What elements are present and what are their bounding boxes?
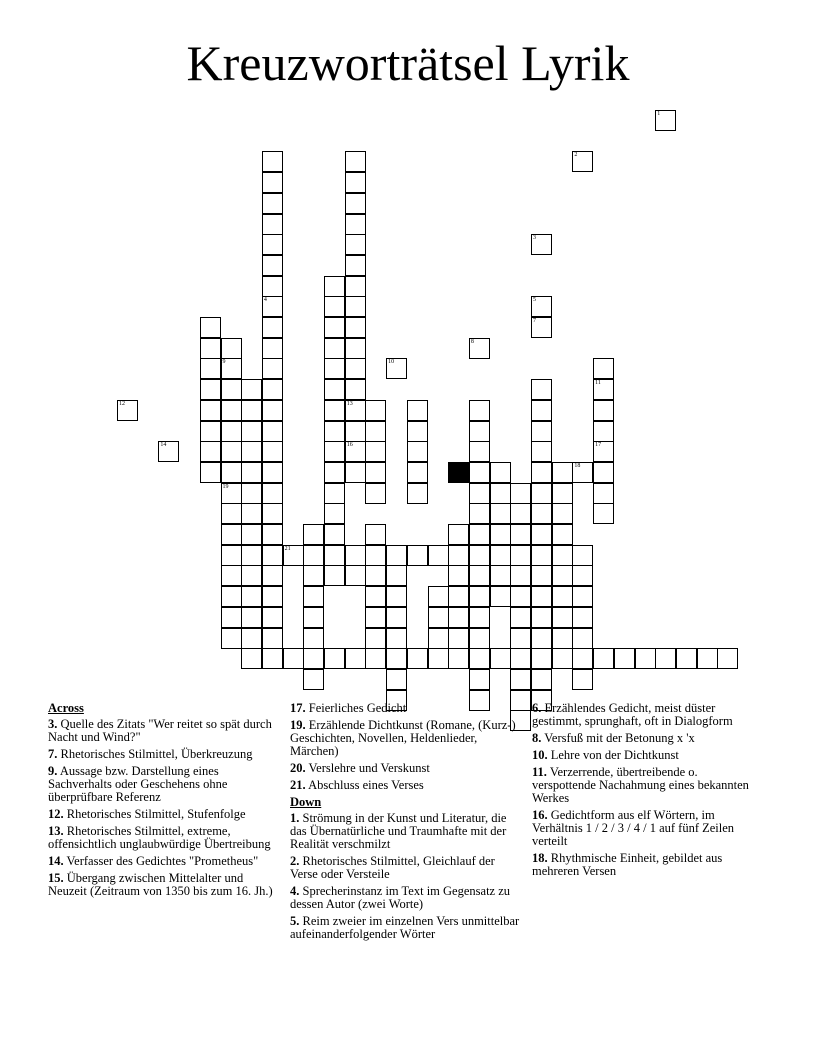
grid-cell[interactable] bbox=[407, 648, 428, 669]
grid-cell[interactable] bbox=[241, 400, 262, 421]
grid-cell[interactable] bbox=[262, 379, 283, 400]
grid-cell[interactable] bbox=[221, 607, 242, 628]
grid-cell[interactable] bbox=[469, 648, 490, 669]
clue-down-4: 4. Sprecherinstanz im Text im Gegensatz zu dessen Autor (zwei Worte) bbox=[290, 884, 511, 911]
clue-down-8: 8. Versfuß mit der Betonung x 'x bbox=[532, 731, 695, 745]
grid-cell[interactable] bbox=[241, 628, 262, 649]
grid-cell[interactable] bbox=[572, 607, 593, 628]
grid-cell[interactable] bbox=[531, 545, 552, 566]
grid-cell[interactable] bbox=[221, 441, 242, 462]
grid-cell[interactable] bbox=[221, 545, 242, 566]
grid-cell[interactable] bbox=[262, 483, 283, 504]
grid-cell[interactable] bbox=[365, 441, 386, 462]
grid-cell[interactable] bbox=[697, 648, 718, 669]
grid-cell[interactable] bbox=[262, 296, 283, 317]
grid-cell[interactable] bbox=[552, 462, 573, 483]
grid-cell[interactable] bbox=[262, 628, 283, 649]
grid-cell[interactable] bbox=[262, 172, 283, 193]
clue-across-13: 13. Rhetorisches Stilmittel, extreme, offensichtlich unglaubwürdige Übertreibung bbox=[48, 824, 271, 851]
grid-cell[interactable] bbox=[490, 586, 511, 607]
clue-down-1: 1. Strömung in der Kunst und Literatur, die das Übernatürliche und Traumhafte mit der Realität verschmilzt bbox=[290, 811, 507, 851]
grid-cell[interactable] bbox=[552, 607, 573, 628]
grid-cell[interactable] bbox=[365, 648, 386, 669]
grid-cell[interactable] bbox=[386, 545, 407, 566]
grid-cell[interactable] bbox=[365, 565, 386, 586]
grid-cell[interactable] bbox=[262, 565, 283, 586]
grid-cell[interactable] bbox=[303, 628, 324, 649]
clue-number: 10 bbox=[388, 359, 395, 366]
grid-cell[interactable] bbox=[635, 648, 656, 669]
grid-cell[interactable] bbox=[655, 110, 676, 131]
grid-cell[interactable] bbox=[345, 565, 366, 586]
clue-across-19: 19. Erzählende Dichtkunst (Romane, (Kurz-) Geschichten, Novellen, Heldenlieder, Märchen) bbox=[290, 718, 516, 758]
grid-cell[interactable] bbox=[552, 483, 573, 504]
grid-cell[interactable] bbox=[241, 524, 262, 545]
grid-cell[interactable] bbox=[386, 565, 407, 586]
clue-number: 3 bbox=[533, 235, 536, 242]
grid-cell[interactable] bbox=[324, 524, 345, 545]
grid-cell[interactable] bbox=[469, 421, 490, 442]
grid-cell[interactable] bbox=[593, 503, 614, 524]
grid-cell[interactable] bbox=[510, 586, 531, 607]
grid-cell[interactable] bbox=[262, 234, 283, 255]
grid-cell[interactable] bbox=[262, 276, 283, 297]
grid-cell[interactable] bbox=[510, 669, 531, 690]
grid-cell[interactable] bbox=[531, 648, 552, 669]
grid-cell[interactable] bbox=[572, 648, 593, 669]
grid-cell[interactable] bbox=[407, 545, 428, 566]
grid-cell[interactable] bbox=[572, 586, 593, 607]
grid-cell[interactable] bbox=[221, 628, 242, 649]
grid-cell[interactable] bbox=[262, 503, 283, 524]
grid-cell[interactable] bbox=[490, 545, 511, 566]
grid-cell[interactable] bbox=[510, 524, 531, 545]
clue-number: 8 bbox=[470, 338, 474, 345]
grid-cell[interactable] bbox=[221, 400, 242, 421]
grid-cell[interactable] bbox=[221, 565, 242, 586]
grid-cell[interactable] bbox=[241, 586, 262, 607]
grid-cell[interactable] bbox=[572, 669, 593, 690]
grid-cell[interactable] bbox=[345, 379, 366, 400]
grid-cell[interactable] bbox=[324, 503, 345, 524]
grid-cell[interactable] bbox=[428, 628, 449, 649]
grid-cell[interactable] bbox=[345, 193, 366, 214]
clue-number: 13 bbox=[346, 400, 353, 407]
grid-cell[interactable] bbox=[158, 441, 179, 462]
grid-cell[interactable] bbox=[469, 338, 490, 359]
grid-cell[interactable] bbox=[262, 421, 283, 442]
clue-across-9: 9. Aussage bzw. Darstellung eines Sachverhalts oder Geschehens ohne überprüfbare Referenz bbox=[48, 764, 228, 804]
grid-cell[interactable] bbox=[552, 524, 573, 545]
grid-cell[interactable] bbox=[241, 565, 262, 586]
grid-cell[interactable] bbox=[345, 421, 366, 442]
clue-across-3: 3. Quelle des Zitats "Wer reitet so spät durch Nacht und Wind?" bbox=[48, 717, 272, 744]
grid-cell[interactable] bbox=[469, 400, 490, 421]
grid-cell[interactable] bbox=[324, 276, 345, 297]
grid-cell[interactable] bbox=[490, 503, 511, 524]
clue-across-12: 12. Rhetorisches Stilmittel, Stufenfolge bbox=[48, 807, 246, 821]
grid-cell[interactable] bbox=[510, 628, 531, 649]
grid-cell[interactable] bbox=[200, 421, 221, 442]
clue-across-17: 17. Feierliches Gedicht bbox=[290, 701, 407, 715]
grid-cell[interactable] bbox=[241, 462, 262, 483]
grid-cell[interactable] bbox=[262, 462, 283, 483]
grid-cell[interactable] bbox=[531, 483, 552, 504]
grid-cell[interactable] bbox=[552, 648, 573, 669]
grid-cell[interactable] bbox=[531, 296, 552, 317]
grid-cell[interactable] bbox=[407, 441, 428, 462]
down-heading: Down bbox=[290, 795, 322, 809]
grid-cell[interactable] bbox=[593, 400, 614, 421]
grid-cell[interactable] bbox=[345, 338, 366, 359]
grid-cell[interactable] bbox=[324, 545, 345, 566]
grid-cell[interactable] bbox=[221, 483, 242, 504]
grid-cell[interactable] bbox=[262, 400, 283, 421]
grid-cell[interactable] bbox=[345, 400, 366, 421]
clue-down-5: 5. Reim zweier im einzelnen Vers unmittelbar aufeinanderfolgender Wörter bbox=[290, 914, 520, 941]
grid-cell[interactable] bbox=[531, 317, 552, 338]
grid-cell[interactable] bbox=[345, 358, 366, 379]
clue-across-20: 20. Verslehre und Verskunst bbox=[290, 761, 430, 775]
page-title: Kreuzworträtsel Lyrik bbox=[186, 35, 630, 91]
grid-cell[interactable] bbox=[386, 669, 407, 690]
grid-cell[interactable] bbox=[262, 255, 283, 276]
grid-cell[interactable] bbox=[655, 648, 676, 669]
clue-number: 11 bbox=[595, 380, 601, 387]
grid-cell[interactable] bbox=[221, 503, 242, 524]
grid-cell[interactable] bbox=[572, 151, 593, 172]
grid-cell[interactable] bbox=[531, 565, 552, 586]
blocked-cell bbox=[448, 462, 469, 483]
grid-cell[interactable] bbox=[262, 317, 283, 338]
grid-cell[interactable] bbox=[531, 462, 552, 483]
grid-cell[interactable] bbox=[593, 483, 614, 504]
grid-cell[interactable] bbox=[345, 648, 366, 669]
grid-cell[interactable] bbox=[469, 524, 490, 545]
clue-column-1 bbox=[48, 702, 280, 902]
grid-cell[interactable] bbox=[531, 400, 552, 421]
clue-across-7: 7. Rhetorisches Stilmittel, Überkreuzung bbox=[48, 747, 253, 761]
grid-cell[interactable] bbox=[448, 586, 469, 607]
grid-cell[interactable] bbox=[262, 193, 283, 214]
clue-down-16: 16. Gedichtform aus elf Wörtern, im Verhältnis 1 / 2 / 3 / 4 / 1 auf fünf Zeilen verteilt bbox=[532, 808, 735, 848]
grid-cell[interactable] bbox=[490, 462, 511, 483]
grid-cell[interactable] bbox=[593, 441, 614, 462]
clue-number: 5 bbox=[533, 297, 536, 304]
grid-cell[interactable] bbox=[262, 586, 283, 607]
grid-cell[interactable] bbox=[572, 462, 593, 483]
grid-cell[interactable] bbox=[469, 545, 490, 566]
grid-cell[interactable] bbox=[428, 607, 449, 628]
clue-across-21: 21. Abschluss eines Verses bbox=[290, 778, 424, 792]
grid-cell[interactable] bbox=[283, 648, 304, 669]
grid-cell[interactable] bbox=[469, 503, 490, 524]
grid-cell[interactable] bbox=[552, 586, 573, 607]
grid-cell[interactable] bbox=[386, 607, 407, 628]
clue-number: 1 bbox=[657, 111, 661, 117]
grid-cell[interactable] bbox=[448, 648, 469, 669]
grid-cell[interactable] bbox=[241, 379, 262, 400]
grid-cell[interactable] bbox=[200, 317, 221, 338]
grid-cell[interactable] bbox=[345, 296, 366, 317]
clue-number: 16 bbox=[346, 442, 353, 449]
grid-cell[interactable] bbox=[531, 524, 552, 545]
grid-cell[interactable] bbox=[303, 669, 324, 690]
grid-cell[interactable] bbox=[241, 648, 262, 669]
grid-cell[interactable] bbox=[324, 338, 345, 359]
grid-cell[interactable] bbox=[386, 648, 407, 669]
grid-cell[interactable] bbox=[448, 607, 469, 628]
grid-cell[interactable] bbox=[221, 379, 242, 400]
grid-cell[interactable] bbox=[324, 296, 345, 317]
grid-cell[interactable] bbox=[531, 586, 552, 607]
grid-cell[interactable] bbox=[490, 648, 511, 669]
grid-cell[interactable] bbox=[490, 524, 511, 545]
clue-down-6: 6. Erzählendes Gedicht, meist düster gestimmt, sprunghaft, oft in Dialogform bbox=[532, 701, 733, 728]
grid-cell[interactable] bbox=[262, 648, 283, 669]
grid-cell[interactable] bbox=[365, 545, 386, 566]
grid-cell[interactable] bbox=[221, 338, 242, 359]
grid-cell[interactable] bbox=[448, 628, 469, 649]
grid-cell[interactable] bbox=[303, 586, 324, 607]
grid-cell[interactable] bbox=[345, 234, 366, 255]
clue-number: 4 bbox=[263, 297, 267, 304]
grid-cell[interactable] bbox=[593, 358, 614, 379]
grid-cell[interactable] bbox=[262, 441, 283, 462]
grid-cell[interactable] bbox=[324, 648, 345, 669]
clue-number: 19 bbox=[222, 483, 229, 490]
grid-cell[interactable] bbox=[221, 586, 242, 607]
grid-cell[interactable] bbox=[324, 358, 345, 379]
grid-cell[interactable] bbox=[365, 462, 386, 483]
grid-cell[interactable] bbox=[365, 628, 386, 649]
grid-cell[interactable] bbox=[200, 379, 221, 400]
grid-cell[interactable] bbox=[324, 565, 345, 586]
grid-cell[interactable] bbox=[345, 545, 366, 566]
grid-cell[interactable] bbox=[428, 586, 449, 607]
grid-cell[interactable] bbox=[241, 503, 262, 524]
grid-cell[interactable] bbox=[510, 483, 531, 504]
grid-cell[interactable] bbox=[428, 648, 449, 669]
grid-cell[interactable] bbox=[262, 607, 283, 628]
clue-number: 2 bbox=[574, 152, 578, 159]
across-heading: Across bbox=[48, 701, 84, 715]
grid-cell[interactable] bbox=[200, 338, 221, 359]
clue-across-14: 14. Verfasser des Gedichtes "Prometheus" bbox=[48, 854, 259, 868]
grid-cell[interactable] bbox=[241, 483, 262, 504]
grid-cell[interactable] bbox=[593, 462, 614, 483]
grid-cell[interactable] bbox=[345, 317, 366, 338]
clue-number: 9 bbox=[222, 359, 226, 366]
grid-cell[interactable] bbox=[572, 628, 593, 649]
clue-number: 21 bbox=[284, 545, 291, 552]
clue-number: 17 bbox=[595, 442, 602, 449]
grid-cell[interactable] bbox=[572, 545, 593, 566]
grid-cell[interactable] bbox=[552, 545, 573, 566]
grid-cell[interactable] bbox=[345, 462, 366, 483]
grid-cell[interactable] bbox=[303, 524, 324, 545]
grid-cell[interactable] bbox=[345, 276, 366, 297]
grid-cell[interactable] bbox=[345, 172, 366, 193]
grid-cell[interactable] bbox=[428, 545, 449, 566]
grid-cell[interactable] bbox=[365, 607, 386, 628]
grid-cell[interactable] bbox=[200, 462, 221, 483]
clue-down-10: 10. Lehre von der Dichtkunst bbox=[532, 748, 679, 762]
grid-cell[interactable] bbox=[221, 358, 242, 379]
grid-cell[interactable] bbox=[531, 379, 552, 400]
grid-cell[interactable] bbox=[676, 648, 697, 669]
grid-cell[interactable] bbox=[531, 503, 552, 524]
grid-cell[interactable] bbox=[241, 421, 262, 442]
grid-cell[interactable] bbox=[531, 441, 552, 462]
grid-cell[interactable] bbox=[200, 400, 221, 421]
grid-cell[interactable] bbox=[593, 421, 614, 442]
grid-cell[interactable] bbox=[552, 503, 573, 524]
grid-cell[interactable] bbox=[221, 524, 242, 545]
grid-cell[interactable] bbox=[490, 483, 511, 504]
grid-cell[interactable] bbox=[386, 628, 407, 649]
clue-number: 7 bbox=[533, 318, 536, 324]
grid-cell[interactable] bbox=[469, 441, 490, 462]
grid-cell[interactable] bbox=[531, 421, 552, 442]
grid-cell[interactable] bbox=[510, 607, 531, 628]
grid-cell[interactable] bbox=[345, 441, 366, 462]
grid-cell[interactable] bbox=[262, 358, 283, 379]
grid-cell[interactable] bbox=[324, 421, 345, 442]
grid-cell[interactable] bbox=[262, 338, 283, 359]
grid-cell[interactable] bbox=[324, 441, 345, 462]
grid-cell[interactable] bbox=[324, 483, 345, 504]
grid-cell[interactable] bbox=[469, 462, 490, 483]
grid-cell[interactable] bbox=[241, 441, 262, 462]
grid-cell[interactable] bbox=[448, 545, 469, 566]
grid-cell[interactable] bbox=[365, 586, 386, 607]
grid-cell[interactable] bbox=[552, 565, 573, 586]
grid-cell[interactable] bbox=[469, 483, 490, 504]
clue-across-15: 15. Übergang zwischen Mittelalter und Neuzeit (Zeitraum von 1350 bis zum 16. Jh.) bbox=[48, 871, 273, 898]
grid-cell[interactable] bbox=[303, 565, 324, 586]
grid-cell[interactable] bbox=[448, 565, 469, 586]
clue-down-2: 2. Rhetorisches Stilmittel, Gleichlauf der Verse oder Versteile bbox=[290, 854, 495, 881]
grid-cell[interactable] bbox=[221, 462, 242, 483]
grid-cell[interactable] bbox=[303, 545, 324, 566]
grid-cell[interactable] bbox=[241, 545, 262, 566]
grid-cell[interactable] bbox=[200, 358, 221, 379]
grid-cell[interactable] bbox=[510, 648, 531, 669]
grid-cell[interactable] bbox=[345, 151, 366, 172]
clue-column-3 bbox=[532, 702, 764, 882]
grid-cell[interactable] bbox=[510, 503, 531, 524]
grid-cell[interactable] bbox=[345, 255, 366, 276]
grid-cell[interactable] bbox=[510, 565, 531, 586]
grid-cell[interactable] bbox=[365, 483, 386, 504]
clue-number: 14 bbox=[160, 442, 167, 449]
grid-cell[interactable] bbox=[262, 151, 283, 172]
grid-cell[interactable] bbox=[365, 400, 386, 421]
grid-cell[interactable] bbox=[531, 234, 552, 255]
grid-cell[interactable] bbox=[117, 400, 138, 421]
grid-cell[interactable] bbox=[241, 607, 262, 628]
grid-cell[interactable] bbox=[717, 648, 738, 669]
grid-cell[interactable] bbox=[303, 648, 324, 669]
grid-cell[interactable] bbox=[552, 628, 573, 649]
grid-cell[interactable] bbox=[324, 400, 345, 421]
grid-cell[interactable] bbox=[469, 586, 490, 607]
clue-down-18: 18. Rhythmische Einheit, gebildet aus mehreren Versen bbox=[532, 851, 723, 878]
grid-cell[interactable] bbox=[407, 462, 428, 483]
grid-cell[interactable] bbox=[324, 462, 345, 483]
grid-cell[interactable] bbox=[221, 421, 242, 442]
grid-cell[interactable] bbox=[262, 214, 283, 235]
grid-cell[interactable] bbox=[531, 607, 552, 628]
grid-cell[interactable] bbox=[448, 524, 469, 545]
grid-cell[interactable] bbox=[531, 669, 552, 690]
grid-cell[interactable] bbox=[365, 524, 386, 545]
grid-cell[interactable] bbox=[469, 669, 490, 690]
grid-cell[interactable] bbox=[614, 648, 635, 669]
grid-cell[interactable] bbox=[324, 317, 345, 338]
grid-cell[interactable] bbox=[262, 524, 283, 545]
grid-cell[interactable] bbox=[531, 628, 552, 649]
grid-cell[interactable] bbox=[324, 379, 345, 400]
grid-cell[interactable] bbox=[407, 421, 428, 442]
grid-cell[interactable] bbox=[593, 648, 614, 669]
grid-cell[interactable] bbox=[469, 565, 490, 586]
grid-cell[interactable] bbox=[283, 545, 304, 566]
clue-number: 18 bbox=[574, 462, 581, 469]
grid-cell[interactable] bbox=[593, 379, 614, 400]
grid-cell[interactable] bbox=[200, 441, 221, 462]
grid-cell[interactable] bbox=[365, 421, 386, 442]
clue-down-11: 11. Verzerrende, übertreibende o. verspottende Nachahmung eines bekannten Werkes bbox=[532, 765, 749, 805]
grid-cell[interactable] bbox=[572, 565, 593, 586]
grid-cell[interactable] bbox=[262, 545, 283, 566]
grid-cell[interactable] bbox=[303, 607, 324, 628]
grid-cell[interactable] bbox=[345, 214, 366, 235]
clue-number: 12 bbox=[119, 400, 125, 407]
clue-column-2 bbox=[290, 702, 522, 945]
grid-cell[interactable] bbox=[490, 565, 511, 586]
grid-cell[interactable] bbox=[510, 545, 531, 566]
grid-cell[interactable] bbox=[469, 607, 490, 628]
grid-cell[interactable] bbox=[386, 586, 407, 607]
grid-cell[interactable] bbox=[407, 400, 428, 421]
grid-cell[interactable] bbox=[386, 358, 407, 379]
grid-cell[interactable] bbox=[407, 483, 428, 504]
grid-cell[interactable] bbox=[469, 628, 490, 649]
